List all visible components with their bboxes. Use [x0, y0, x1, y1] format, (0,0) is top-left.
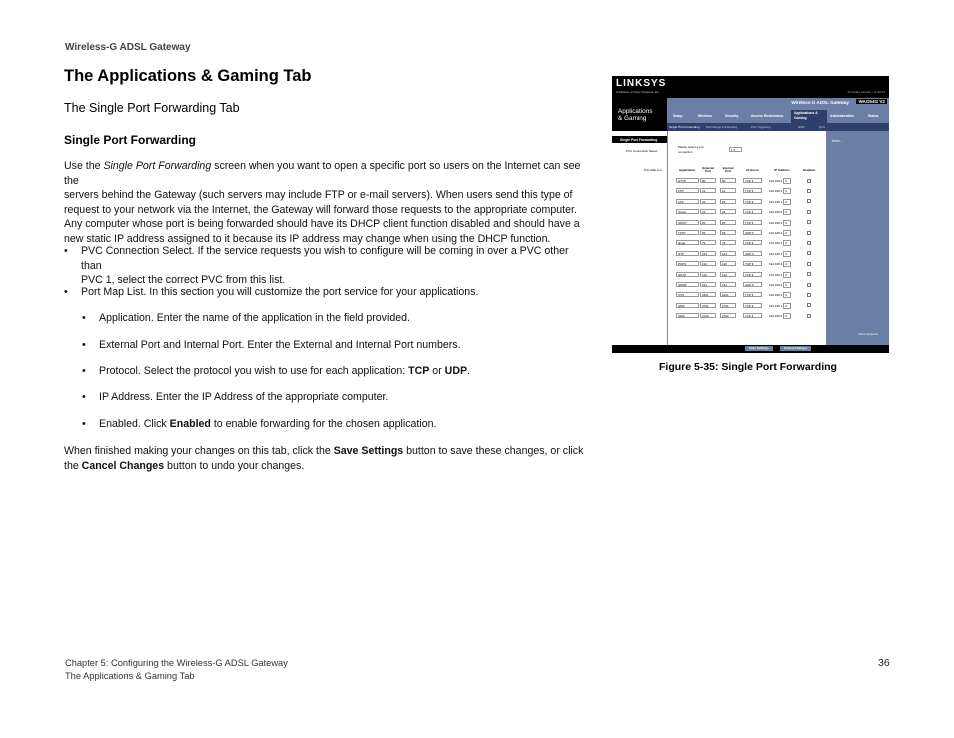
chevron-down-icon: ▾: [750, 189, 754, 194]
bullet-portmap: • Port Map List. In this section you will customize the port service for your applications.: [64, 286, 479, 298]
subtab-port-range[interactable]: Port Range Forwarding: [706, 125, 738, 129]
protocol-select[interactable]: TCP ▾: [743, 313, 762, 318]
enabled-checkbox[interactable]: [807, 303, 811, 307]
application-input[interactable]: POP3: [676, 261, 699, 266]
application-input[interactable]: TFTP: [676, 230, 699, 235]
application-input[interactable]: SMTP: [676, 220, 699, 225]
chevron-down-icon: ▾: [750, 303, 754, 308]
protocol-select[interactable]: TCP ▾: [743, 272, 762, 277]
external-port-input[interactable]: 2701: [700, 303, 716, 308]
internal-port-input[interactable]: 79: [720, 240, 736, 245]
internal-port-input[interactable]: 69: [720, 230, 736, 235]
intro-line-4: Any computer whose port is being forwarded should have its DHCP client function disabled and should have a: [64, 218, 580, 231]
bullet-pvc: • PVC Connection Select. If the service requests you wish to configure will be coming in over a PVC other than PVC 1, select the correct PVC from this list.: [64, 245, 569, 287]
subtab-single-port[interactable]: Single Port Forwarding: [669, 125, 700, 129]
application-input[interactable]: NNTP: [676, 272, 699, 277]
protocol-select[interactable]: UDP ▾: [743, 282, 762, 287]
external-port-input[interactable]: 69: [700, 230, 716, 235]
col-protocol: Protocol: [746, 168, 759, 172]
firmware-version: Firmware Version : v1.00.01: [847, 90, 885, 94]
ip-address-field[interactable]: 192.168.1. 0: [769, 200, 791, 204]
ip-address-field[interactable]: 192.168.1. 0: [769, 273, 791, 277]
application-input[interactable]: finger: [676, 240, 699, 245]
enabled-checkbox[interactable]: [807, 251, 811, 255]
external-port-input[interactable]: 123: [700, 251, 716, 256]
nav-wireless[interactable]: Wireless: [698, 114, 712, 118]
enabled-checkbox[interactable]: [807, 293, 811, 297]
intro-line-2: servers behind the Gateway (such servers may include FTP or e-mail servers). When users send this type of: [64, 189, 573, 202]
ip-address-field[interactable]: 192.168.1. 0: [769, 231, 791, 235]
protocol-select[interactable]: TCP ▾: [743, 209, 762, 214]
pvc-prompt-1: Please select a pvc: [678, 145, 704, 149]
bullet-ip: • IP Address. Enter the IP Address of the appropriate computer.: [82, 391, 389, 403]
internal-port-input[interactable]: 2401: [720, 292, 736, 297]
enabled-checkbox[interactable]: [807, 241, 811, 245]
page-title: The Applications & Gaming Tab: [64, 67, 312, 85]
application-input[interactable]: Telnet: [676, 209, 699, 214]
application-input[interactable]: SMS: [676, 313, 699, 318]
ip-address-field[interactable]: 192.168.1. 0: [769, 252, 791, 256]
protocol-select[interactable]: UDP ▾: [743, 230, 762, 235]
external-port-input[interactable]: 161: [700, 282, 716, 287]
intro-line-1: Use the Single Port Forwarding screen when you want to open a specific port so users on the Internet can see the: [64, 160, 581, 187]
figure-caption: Figure 5-35: Single Port Forwarding: [659, 361, 837, 373]
nav-administration[interactable]: Administration: [830, 114, 854, 118]
closing-paragraph: When finished making your changes on this tab, click the Save Settings button to save these changes, or click the Cancel Changes button to undo your changes.: [64, 445, 584, 472]
external-port-input[interactable]: 23: [700, 209, 716, 214]
figure-left-column: [612, 131, 667, 345]
bullet-protocol: • Protocol. Select the protocol you wish to use for each application: TCP or UDP.: [82, 365, 470, 377]
enabled-checkbox[interactable]: [807, 179, 811, 183]
ip-address-field[interactable]: 192.168.1. 0: [769, 221, 791, 225]
chevron-down-icon: ▾: [750, 293, 754, 298]
nav-security[interactable]: Security: [725, 114, 739, 118]
section-heading: Single Port Forwarding: [64, 133, 197, 147]
enabled-checkbox[interactable]: [807, 231, 811, 235]
bullet-ports: • External Port and Internal Port. Enter the External and Internal Port numbers.: [82, 339, 461, 351]
col-internal: Internal Port: [722, 166, 734, 174]
intro-line-3: request to your network via the Internet, the Gateway will forward those requests to the appropriate computer.: [64, 203, 577, 216]
cancel-changes-button[interactable]: Cancel Changes: [780, 346, 811, 351]
chevron-down-icon: ▾: [750, 199, 754, 204]
left-pvc-label: PVC Connection Select: [626, 149, 658, 153]
protocol-select[interactable]: TCP ▾: [743, 261, 762, 266]
application-input[interactable]: FTP: [676, 188, 699, 193]
footer: [65, 657, 288, 682]
application-input[interactable]: HTTP: [676, 178, 699, 183]
internal-port-input[interactable]: 2701: [720, 303, 736, 308]
product-name: Wireless-G ADSL Gateway: [791, 100, 849, 105]
help-panel: [826, 131, 889, 345]
chevron-down-icon: ▾: [750, 262, 754, 267]
nav-access[interactable]: Access Restrictions: [751, 114, 784, 118]
col-enabled: Enabled: [803, 168, 815, 172]
col-application: Application: [678, 168, 696, 172]
left-heading: Single Port Forwarding: [612, 136, 667, 143]
ip-address-field[interactable]: 192.168.1. 0: [769, 179, 791, 183]
running-head: Wireless-G ADSL Gateway: [65, 42, 191, 53]
chevron-down-icon: ▾: [750, 220, 754, 225]
enabled-checkbox[interactable]: [807, 189, 811, 193]
external-port-input[interactable]: 2702: [700, 313, 716, 318]
linksys-logo: LINKSYS: [616, 78, 667, 89]
bullet-application: • Application. Enter the name of the application in the field provided.: [82, 312, 410, 324]
nav-setup[interactable]: Setup: [673, 114, 683, 118]
chevron-down-icon: ▾: [733, 148, 736, 152]
model-name: WAG54G V2: [858, 99, 885, 104]
ip-address-field[interactable]: 192.168.1. 0: [769, 293, 791, 297]
logo-subtitle: A Division of Cisco Systems, Inc.: [616, 90, 660, 94]
page-subtitle: The Single Port Forwarding Tab: [64, 101, 240, 115]
external-port-input[interactable]: 119: [700, 272, 716, 277]
protocol-select[interactable]: TCP ▾: [743, 199, 762, 204]
pvc-prompt-2: connection: [678, 150, 693, 154]
left-portmap-label: Port Map List: [644, 168, 662, 172]
external-port-input[interactable]: 22: [700, 199, 716, 204]
nav-applications[interactable]: Applications & Gaming: [791, 110, 827, 123]
save-settings-button[interactable]: Save Settings: [745, 346, 773, 351]
subtab-dmz[interactable]: DMZ: [798, 125, 805, 129]
chevron-down-icon: ▾: [750, 241, 754, 246]
external-port-input[interactable]: 110: [700, 261, 716, 266]
internal-port-input[interactable]: 2702: [720, 313, 736, 318]
main-nav: [667, 109, 889, 123]
internal-port-input[interactable]: 21: [720, 188, 736, 193]
enabled-checkbox[interactable]: [807, 314, 811, 318]
ip-address-field[interactable]: 192.168.1. 0: [769, 314, 791, 318]
subtab-qos[interactable]: QoS: [819, 125, 826, 129]
sub-nav: [667, 123, 889, 131]
col-ip: IP Address: [774, 168, 790, 172]
subtab-port-triggering[interactable]: Port Triggering: [751, 125, 771, 129]
enabled-checkbox[interactable]: [807, 210, 811, 214]
chevron-down-icon: ▾: [750, 314, 754, 319]
internal-port-input[interactable]: 80: [720, 178, 736, 183]
chevron-down-icon: ▾: [750, 272, 754, 277]
page-number: 36: [878, 657, 890, 669]
col-external: External Port: [702, 166, 714, 174]
external-port-input[interactable]: 2401: [700, 292, 716, 297]
footer-chapter: Chapter 5: Configuring the Wireless-G ADSL Gateway: [65, 658, 288, 668]
figure-screenshot: [612, 76, 889, 353]
internal-port-input[interactable]: 25: [720, 220, 736, 225]
pvc-select[interactable]: 1 ▾: [729, 147, 742, 152]
section-label: Applications & Gaming: [618, 108, 653, 123]
ip-address-field[interactable]: 192.168.1. 0: [769, 304, 791, 308]
application-input[interactable]: FTE: [676, 199, 699, 204]
internal-port-input[interactable]: 23: [720, 209, 736, 214]
application-input[interactable]: CVS: [676, 292, 699, 297]
footer-tab: The Applications & Gaming Tab: [65, 670, 195, 681]
chevron-down-icon: ▾: [750, 210, 754, 215]
ip-address-field[interactable]: 192.168.1. 0: [769, 262, 791, 266]
bullet-dot: •: [64, 245, 68, 257]
chevron-down-icon: ▾: [750, 179, 754, 183]
ip-address-field[interactable]: 192.168.1. 0: [769, 241, 791, 245]
bullet-enabled: • Enabled. Click Enabled to enable forwarding for the chosen application.: [82, 418, 437, 430]
internal-port-input[interactable]: 119: [720, 272, 736, 277]
internal-port-input[interactable]: 110: [720, 261, 736, 266]
internal-port-input[interactable]: 123: [720, 251, 736, 256]
protocol-select[interactable]: UDP ▾: [743, 251, 762, 256]
intro-paragraph: [64, 159, 586, 247]
protocol-select[interactable]: TCP ▾: [743, 292, 762, 297]
protocol-select[interactable]: TCP ▾: [743, 188, 762, 193]
protocol-select[interactable]: TCP ▾: [743, 303, 762, 308]
internal-port-input[interactable]: 22: [720, 199, 736, 204]
chevron-down-icon: ▾: [751, 251, 754, 256]
enabled-checkbox[interactable]: [807, 262, 811, 266]
ip-address-field[interactable]: 192.168.1. 0: [769, 210, 791, 214]
help-more-link[interactable]: More...: [832, 139, 843, 143]
enabled-checkbox[interactable]: [807, 283, 811, 287]
protocol-select[interactable]: TCP ▾: [743, 178, 762, 183]
chevron-down-icon: ▾: [751, 231, 754, 235]
intro-line-5: new static IP address assigned to it because its IP address may change when using the DHCP function.: [64, 232, 551, 245]
ip-address-field[interactable]: 192.168.1. 0: [769, 189, 791, 193]
external-port-input[interactable]: 80: [700, 178, 716, 183]
product-bar: [667, 98, 889, 109]
cisco-logo: Cisco Systems: [858, 332, 878, 336]
application-input[interactable]: NTP: [676, 251, 699, 256]
protocol-select[interactable]: TCP ▾: [743, 240, 762, 245]
external-port-input[interactable]: 79: [700, 240, 716, 245]
application-input[interactable]: SMS: [676, 303, 699, 308]
application-input[interactable]: SNMP: [676, 282, 699, 287]
ip-address-field[interactable]: 192.168.1. 0: [769, 283, 791, 287]
enabled-checkbox[interactable]: [807, 199, 811, 203]
protocol-select[interactable]: TCP ▾: [743, 220, 762, 225]
enabled-checkbox[interactable]: [807, 220, 811, 224]
external-port-input[interactable]: 25: [700, 220, 716, 225]
nav-status[interactable]: Status: [868, 114, 879, 118]
internal-port-input[interactable]: 161: [720, 282, 736, 287]
external-port-input[interactable]: 21: [700, 188, 716, 193]
chevron-down-icon: ▾: [751, 283, 754, 287]
enabled-checkbox[interactable]: [807, 272, 811, 276]
